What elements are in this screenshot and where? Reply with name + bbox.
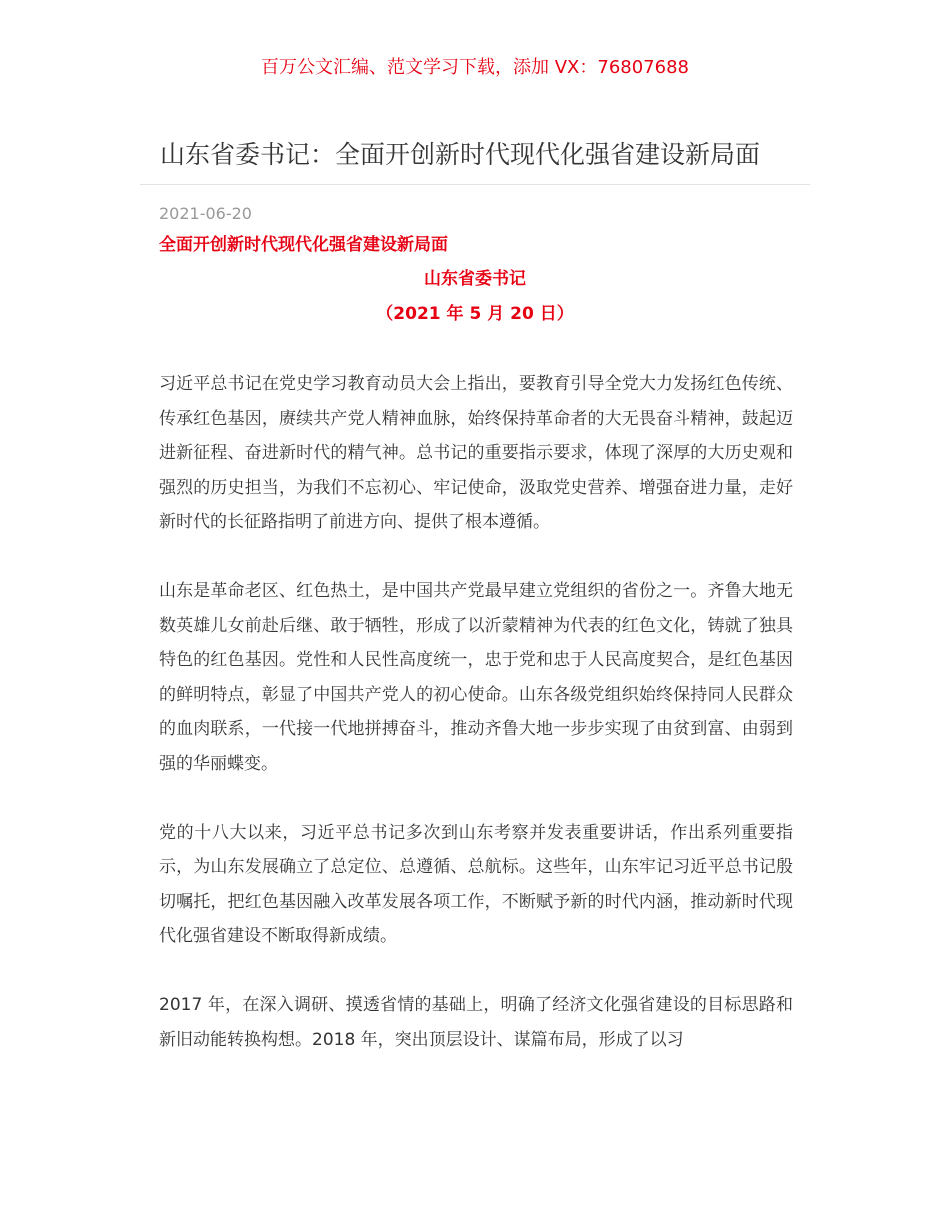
paragraph: 党的十八大以来，习近平总书记多次到山东考察并发表重要讲话，作出系列重要指示，为山东发展确立了总定位、总遵循、总航标。这些年，山东牢记习近平总书记殷切嘱托，把红色基因融入改革发展各项工作，不断赋予新的时代内涵，推动新时代现代化强省建设不断取得新成绩。 [159,822,793,947]
publish-date: 2021-06-20 [159,204,252,223]
speech-date: （2021 年 5 月 20 日） [376,304,574,324]
promo-banner: 百万公文汇编、范文学习下载，添加 VX：76807688 [261,57,689,78]
paragraph: 习近平总书记在党史学习教育动员大会上指出，要教育引导全党大力发扬红色传统、传承红色基因，赓续共产党人精神血脉，始终保持革命者的大无畏奋斗精神，鼓起迈进新征程、奋进新时代的精气神。总书记的重要指示要求，体现了深厚的大历史观和强烈的历史担当，为我们不忘初心、牢记使命，汲取党史营养、增强奋进力量，走好新时代的长征路指明了前进方向、提供了根本遵循。 [159,374,793,533]
article-body [159,367,793,1091]
paragraph: 2017 年，在深入调研、摸透省情的基础上，明确了经济文化强省建设的目标思路和新旧动能转换构想。2018 年，突出顶层设计、谋篇布局，形成了以习 [159,994,793,1050]
paragraph: 山东是革命老区、红色热土，是中国共产党最早建立党组织的省份之一。齐鲁大地无数英雄儿女前赴后继、敢于牺牲，形成了以沂蒙精神为代表的红色文化，铸就了独具特色的红色基因。党性和人民性高度统一，忠于党和忠于人民高度契合，是红色基因的鲜明特点，彰显了中国共产党人的初心使命。山东各级党组织始终保持同人民群众的血肉联系，一代接一代地拼搏奋斗，推动齐鲁大地一步步实现了由贫到富、由弱到强的华丽蝶变。 [159,580,793,774]
page-title: 山东省委书记：全面开创新时代现代化强省建设新局面 [160,140,761,169]
title-divider [140,184,810,185]
article-subtitle: 全面开创新时代现代化强省建设新局面 [159,235,448,255]
article-author: 山东省委书记 [424,269,526,289]
